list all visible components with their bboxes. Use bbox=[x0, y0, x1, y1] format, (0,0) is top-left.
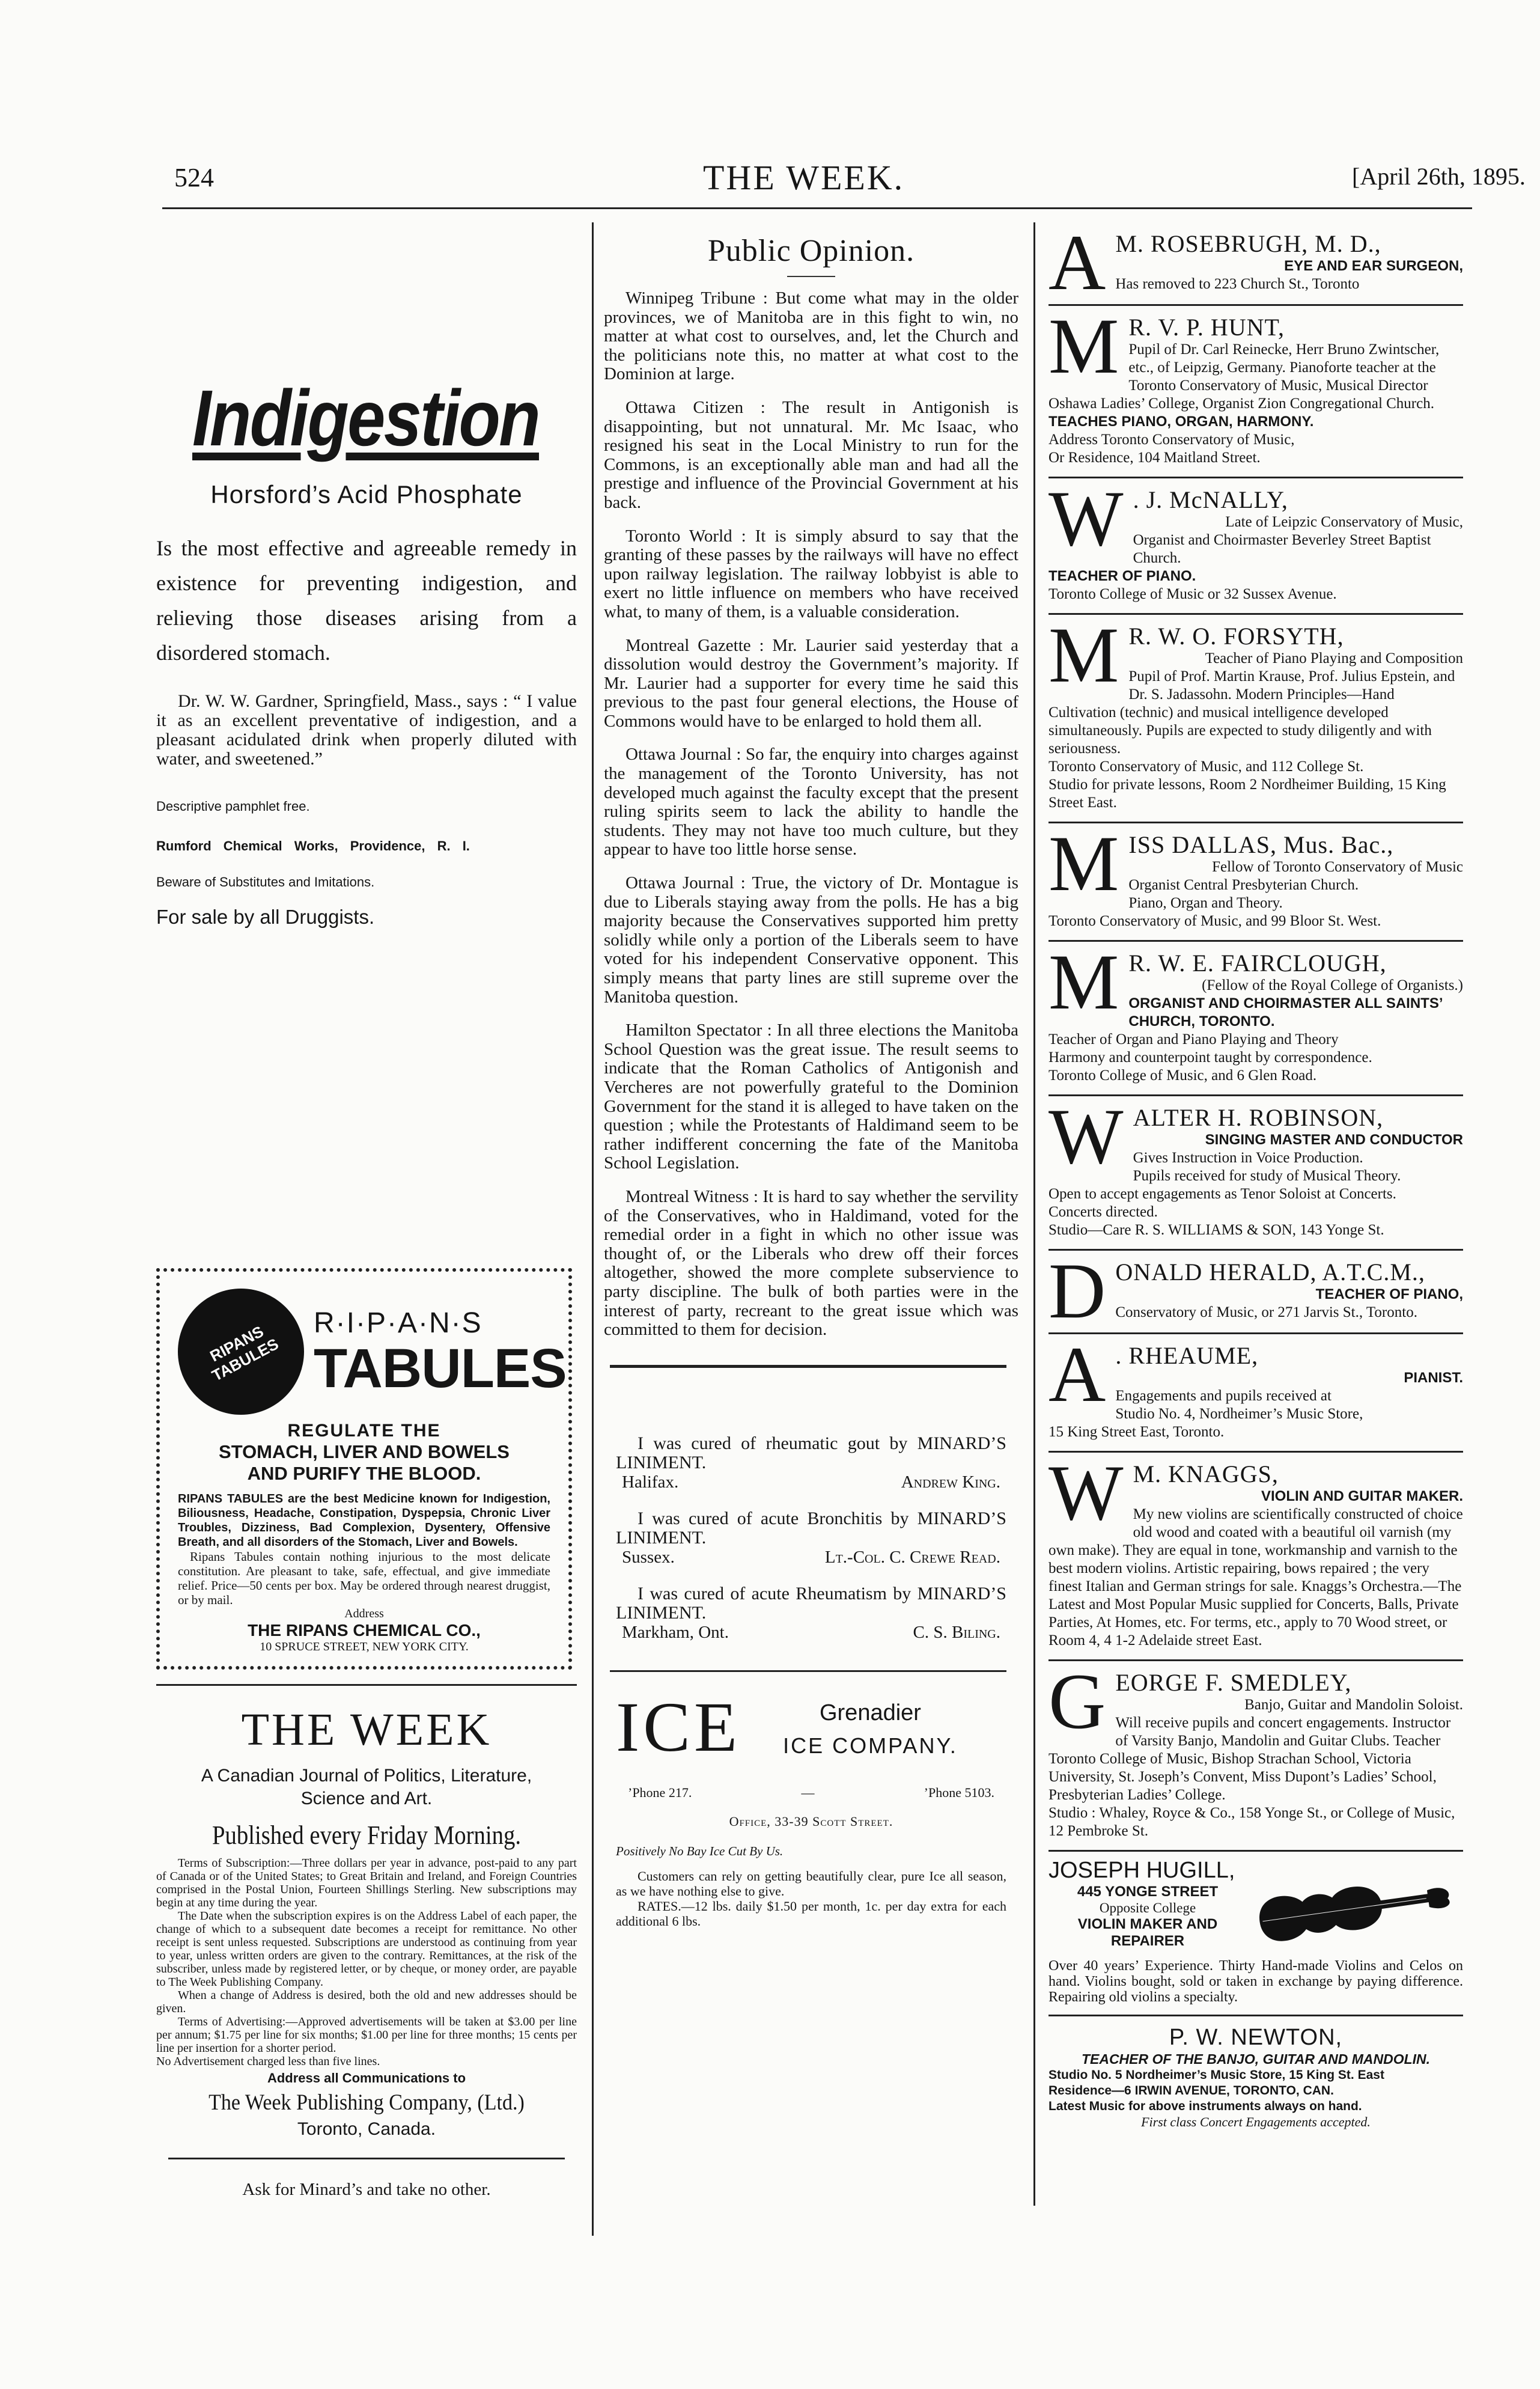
indigestion-ad bbox=[156, 373, 577, 1118]
minards-testimonial bbox=[616, 1509, 1006, 1567]
footer-rule-left bbox=[168, 2158, 565, 2159]
public-opinion-item: Toronto World : It is simply absurd to say that the granting of these passes by the railways will have no effect upon railway legislation. The railway lobbyist is able to exert no little influence on members who have received what, to many of them, is a valuable consideration. bbox=[604, 526, 1018, 621]
card-line: Toronto College of Music or 32 Sussex Avenue. bbox=[1048, 586, 1337, 602]
professional-card bbox=[1048, 1096, 1463, 1251]
header-rule bbox=[162, 207, 1472, 209]
ripans-seal bbox=[178, 1289, 304, 1415]
professional-card bbox=[1048, 306, 1463, 478]
card-line: Address Toronto Conservatory of Music, bbox=[1048, 432, 1295, 448]
ripans-address-label: Address bbox=[344, 1607, 384, 1620]
ice-line-2: ICE COMPANY. bbox=[783, 1733, 958, 1758]
card-line: Teacher of Organ and Piano Playing and Theory bbox=[1048, 1031, 1339, 1048]
card-line: VIOLIN AND GUITAR MAKER. bbox=[1261, 1488, 1463, 1504]
card-name: . J. McNALLY, bbox=[1133, 486, 1288, 513]
newton-ad bbox=[1048, 2016, 1463, 2130]
hugill-body: Over 40 years’ Experience. Thirty Hand-made Violins and Celos on hand. Violins bought, sold or taken in exchange by paying difference. Repairing old violins a specialty. bbox=[1048, 1958, 1463, 2005]
public-opinion-item: Winnipeg Tribune : But come what may in the older provinces, we of Manitoba are in this fight to win, no matter at what cost to ourselves, and, let the Church and the politicians note this, no matter at what cost to the Dominion at large. bbox=[604, 288, 1018, 384]
column-divider-left bbox=[592, 222, 594, 2236]
product-name: Horsford’s Acid Phosphate bbox=[210, 480, 523, 508]
hugill-trade: VIOLIN MAKER AND REPAIRER bbox=[1077, 1916, 1218, 1949]
card-line: Banjo, Guitar and Mandolin Soloist. bbox=[1244, 1697, 1463, 1713]
card-line: Toronto Conservatory of Music, and 112 College St. bbox=[1048, 758, 1364, 775]
ripans-ad bbox=[156, 1268, 572, 1670]
card-line: Has removed to 223 Church St., Toronto bbox=[1115, 276, 1360, 292]
newton-concert: First class Concert Engagements accepted. bbox=[1141, 2114, 1371, 2129]
drop-cap: G bbox=[1048, 1661, 1106, 1745]
page-header bbox=[0, 157, 1540, 200]
card-line: TEACHES PIANO, ORGAN, HARMONY. bbox=[1048, 413, 1314, 430]
minards-testimonials bbox=[604, 1434, 1018, 1643]
card-line: Pupil of Dr. Carl Reinecke, Herr Bruno Zwintscher, etc., of Leipzig, Germany. Pianoforte teacher at the Toronto Conservatory of Music, Musical Director Oshawa Ladies’ College, Organist Zion Congregational Church. bbox=[1048, 341, 1440, 412]
ice-phone-1: ’Phone 217. bbox=[628, 1784, 692, 1800]
week-terms: Terms of Subscription:—Three dollars per year in advance, post-paid to any part of Canada or of the United States; to Great Britain and Ireland, and Foreign Countries comprised in the Postal Union, Fourteen Shillings Sterling. New subscriptions may begin at any time during the year. bbox=[156, 1857, 577, 1909]
card-line: Fellow of Toronto Conservatory of Music bbox=[1212, 859, 1463, 875]
masthead-title: THE WEEK. bbox=[703, 158, 905, 197]
hugill-opposite: Opposite College bbox=[1099, 1900, 1196, 1915]
public-opinion-item: Ottawa Journal : So far, the enquiry into charges against the management of the Toronto University, has not developed much against the faculty except that the present ruling spirits seem to lack the ability to handle the students. They may not have too much culture, but they appear to have too little horse sense. bbox=[604, 745, 1018, 859]
week-city: Toronto, Canada. bbox=[297, 2119, 436, 2139]
card-name: ONALD HERALD, A.T.C.M., bbox=[1115, 1259, 1425, 1286]
week-subtitle: A Canadian Journal of Politics, Literature, Science and Art. bbox=[201, 1766, 532, 1808]
professional-card bbox=[1048, 478, 1463, 615]
newton-latest: Latest Music for above instruments always on hand. bbox=[1048, 2099, 1362, 2113]
card-line: TEACHER OF PIANO. bbox=[1048, 568, 1196, 584]
card-line: EYE AND EAR SURGEON, bbox=[1284, 258, 1463, 274]
week-change-note: When a change of Address is desired, both the old and new addresses should be given. bbox=[156, 1989, 577, 2015]
column-right bbox=[1048, 222, 1463, 2130]
week-publisher: The Week Publishing Company, (Ltd.) bbox=[208, 2090, 525, 2115]
card-name: M. KNAGGS, bbox=[1133, 1460, 1279, 1487]
ripans-product: TABULES bbox=[314, 1337, 567, 1399]
professional-card bbox=[1048, 1251, 1463, 1334]
public-opinion-item: Ottawa Citizen : The result in Antigonish is disappointing, but not unnatural. Mr. Mc Isaac, who resigned his seat in the Local Ministry to run for the Commons, is an exceptionally able man and had all the prestige and influence of the Provincial Government at his back. bbox=[604, 397, 1018, 512]
testimonial: Dr. W. W. Gardner, Springfield, Mass., says : “ I value it as an excellent preventative of indigestion, and a pleasant acidulated drink when properly diluted with water, and sweetened.” bbox=[156, 691, 577, 769]
professional-cards bbox=[1048, 222, 1463, 1852]
card-line: Studio : Whaley, Royce & Co., 158 Yonge St., or College of Music, 12 Pembroke St. bbox=[1048, 1805, 1455, 1839]
column-divider-right bbox=[1033, 222, 1035, 2206]
minards-footer: Ask for Minard’s and take no other. bbox=[242, 2180, 491, 2199]
card-line: Open to accept engagements as Tenor Soloist at Concerts. bbox=[1048, 1186, 1396, 1202]
drop-cap: A bbox=[1048, 1334, 1106, 1418]
professional-card bbox=[1048, 1334, 1463, 1453]
ice-office: Office, 33-39 Scott Street. bbox=[729, 1813, 893, 1829]
indigestion-headline: Indigestion bbox=[192, 374, 540, 462]
card-line: Concerts directed. bbox=[1048, 1204, 1158, 1220]
testimonial-text: I was cured of rheumatic gout by MINARD’S LINIMENT. bbox=[616, 1433, 1006, 1472]
week-address-all: Address all Communications to bbox=[267, 2070, 466, 2085]
card-line: Will receive pupils and concert engagements. Instructor of Varsity Banjo, Mandolin and Guitar Clubs. Teacher Toronto College of Music, Bishop Strachan School, Victoria University, St. Joseph’s Convent, Miss Dupont’s Ladies’ School, Presbyterian Ladies’ College. bbox=[1048, 1715, 1451, 1803]
card-line: 15 King Street East, Toronto. bbox=[1048, 1424, 1225, 1440]
ice-tagline: Positively No Bay Ice Cut By Us. bbox=[616, 1843, 784, 1858]
ripans-street: 10 SPRUCE STREET, NEW YORK CITY. bbox=[260, 1640, 469, 1653]
issue-date: [April 26th, 1895. bbox=[1352, 163, 1526, 190]
drop-cap: M bbox=[1048, 306, 1119, 390]
card-line: Or Residence, 104 Maitland Street. bbox=[1048, 450, 1261, 466]
card-line: Toronto Conservatory of Music, and 99 Bloor St. West. bbox=[1048, 913, 1381, 929]
column-middle bbox=[604, 222, 1018, 1929]
week-title: THE WEEK bbox=[241, 1704, 492, 1755]
public-opinion-item: Ottawa Journal : True, the victory of Dr. Montague is due to Liberals staying away from the polls. He has a big majority because the Conservatives supported him pretty solidly while only a portion of the Liberals seem to have voted for his independent Conservative opponent. This simply means that party lines are still supreme over the Manitoba question. bbox=[604, 873, 1018, 1007]
hugill-ad bbox=[1048, 1852, 1463, 2016]
public-opinion-item: Montreal Witness : It is hard to say whether the servility of the Conservatives, who in Haldimand, voted for the remedial order in a fight in which no other issue was thought of, or the Liberals who drew off their forces altogether, showed the more complete subservience to party discipline. The bulk of both parties were in the interest of party, recreant to the great issue which was committed to them for decision. bbox=[604, 1186, 1018, 1340]
drop-cap: M bbox=[1048, 823, 1119, 908]
testimonial-text: I was cured of acute Bronchitis by MINARD’S LINIMENT. bbox=[616, 1508, 1006, 1548]
card-line: My new violins are scientifically constructed of choice old wood and coated with a beautiful oil varnish (my own make). They are equal in tone, workmanship and varnish to the best modern violins. Artistic repairing, bows repaired ; the very finest Italian and German strings for sale. Knaggs’s Orchestra.—The Latest and Most Popular Music supplied for Concerts, Balls, Private Parties, At Homes, etc. For terms, etc., apply to 70 Wood street, or Room 4, 4 1-2 Adelaide street East. bbox=[1048, 1506, 1463, 1649]
card-line: Piano, Organ and Theory. bbox=[1128, 895, 1283, 911]
professional-card bbox=[1048, 615, 1463, 823]
card-line: Gives Instruction in Voice Production. bbox=[1133, 1150, 1363, 1166]
card-line: ORGANIST AND CHOIRMASTER ALL SAINTS’ CHURCH, TORONTO. bbox=[1128, 995, 1443, 1030]
card-line: PIANIST. bbox=[1404, 1370, 1463, 1386]
ice-phone-2: ’Phone 5103. bbox=[924, 1784, 994, 1800]
drop-cap: W bbox=[1048, 478, 1124, 563]
ripans-slogan-1: REGULATE THE bbox=[287, 1421, 441, 1441]
public-opinion-item: Hamilton Spectator : In all three elections the Manitoba School Question was the great issue. The result seems to indicate that the Roman Catholics of Antigonish and Vercheres are not powerfully grateful to the Dominion Government for the stand it is alleged to have taken on the question ; while the Protestants of Haldimand seem to be rather indifferent concerning the fate of the Manitoba School Legislation. bbox=[604, 1021, 1018, 1173]
public-opinion-end-rule bbox=[610, 1365, 1006, 1368]
minards-testimonial bbox=[616, 1434, 1006, 1492]
drop-cap: W bbox=[1048, 1096, 1124, 1180]
newton-studio: Studio No. 5 Nordheimer’s Music Store, 15 King St. East bbox=[1048, 2068, 1384, 2082]
ice-body: Customers can rely on getting beautifully clear, pure Ice all season, as we have nothing else to give. bbox=[616, 1868, 1006, 1899]
professional-card bbox=[1048, 942, 1463, 1096]
drop-cap: M bbox=[1048, 615, 1119, 699]
testimonial-place: Sussex. bbox=[622, 1547, 675, 1567]
ice-ad-top-rule bbox=[610, 1670, 1006, 1672]
week-no-ad: No Advertisement charged less than five lines. bbox=[156, 2055, 380, 2068]
testimonial-name: Andrew King. bbox=[901, 1472, 1000, 1492]
public-opinion-item: Montreal Gazette : Mr. Laurier said yesterday that a dissolution would destroy the Government’s majority. If Mr. Laurier had a supporter for every time he said this previous to the past four general elections, the House of Commons would have to be enlarged to hold them all. bbox=[604, 635, 1018, 731]
testimonial-text: I was cured of acute Rheumatism by MINARD’S LINIMENT. bbox=[616, 1583, 1006, 1623]
violin-icon bbox=[1247, 1864, 1457, 1954]
sale-note: For sale by all Druggists. bbox=[156, 906, 375, 928]
card-name: EORGE F. SMEDLEY, bbox=[1115, 1669, 1352, 1696]
ice-big: ICE bbox=[616, 1687, 741, 1766]
hugill-name: JOSEPH HUGILL, bbox=[1048, 1858, 1235, 1883]
card-name: R. W. E. FAIRCLOUGH, bbox=[1128, 950, 1387, 977]
drop-cap: M bbox=[1048, 942, 1119, 1026]
hugill-street: 445 YONGE STREET bbox=[1077, 1884, 1219, 1900]
card-line: Organist and Choirmaster Beverley Street Baptist Church. bbox=[1133, 532, 1431, 566]
professional-card bbox=[1048, 1661, 1463, 1852]
professional-card bbox=[1048, 823, 1463, 942]
card-line: Organist Central Presbyterian Church. bbox=[1128, 877, 1359, 893]
the-week-ad bbox=[156, 1684, 577, 2140]
column-left bbox=[156, 222, 577, 2200]
testimonial-name: C. S. Biling. bbox=[913, 1622, 1000, 1642]
ice-rates: RATES.—12 lbs. daily $1.50 per month, 1c. per day extra for each additional 6 lbs. bbox=[616, 1898, 1006, 1929]
ice-phone-dash: — bbox=[801, 1784, 815, 1800]
beware-note: Beware of Substitutes and Imitations. bbox=[156, 874, 375, 889]
ripans-brand: R·I·P·A·N·S bbox=[314, 1307, 482, 1339]
professional-card bbox=[1048, 1453, 1463, 1661]
week-date-note: The Date when the subscription expires is on the Address Label of each paper, the change of which to a subsequent date becomes a receipt for remittance. No other receipt is sent unless requested. Subscriptions are understood as continuing from year to year, unless written orders are given to the contrary. Remittances, at the risk of the subscriber, unless made by registered letter, or by cheque, or money order, are payable to The Week Publishing Company. bbox=[156, 1909, 577, 1989]
week-advertising: Terms of Advertising:—Approved advertisements will be taken at $3.00 per line per annum; $1.75 per line for six months; $1.00 per line for three months; 15 cents per line per insertion for a shorter period. bbox=[156, 2015, 577, 2055]
card-line: TEACHER OF PIANO, bbox=[1315, 1286, 1463, 1302]
ripans-slogan-2: STOMACH, LIVER AND BOWELS bbox=[219, 1441, 510, 1462]
ripans-company: THE RIPANS CHEMICAL CO., bbox=[248, 1621, 481, 1640]
page-number: 524 bbox=[174, 163, 214, 192]
professional-card bbox=[1048, 222, 1463, 306]
testimonial-place: Halifax. bbox=[622, 1472, 679, 1492]
drop-cap: D bbox=[1048, 1251, 1106, 1334]
drop-cap: W bbox=[1048, 1453, 1124, 1537]
card-line: Teacher of Piano Playing and Composition bbox=[1205, 650, 1463, 667]
pamphlet-note: Descriptive pamphlet free. bbox=[156, 799, 310, 814]
card-line: Studio No. 4, Nordheimer’s Music Store, bbox=[1115, 1406, 1363, 1422]
card-line: SINGING MASTER AND CONDUCTOR bbox=[1205, 1132, 1463, 1148]
card-line: Pupil of Prof. Martin Krause, Prof. Julius Epstein, and Dr. S. Jadassohn. Modern Principles—Hand Cultivation (technic) and musical intelligence developed simultaneously. Pupils are expected to study diligently and with seriousness. bbox=[1048, 668, 1455, 757]
card-name: M. ROSEBRUGH, M. D., bbox=[1115, 230, 1381, 257]
ripans-seal-text: RIPANS TABULES bbox=[207, 1322, 282, 1385]
card-name: . RHEAUME, bbox=[1115, 1342, 1259, 1369]
card-name: ISS DALLAS, Mus. Bac., bbox=[1128, 831, 1394, 858]
minards-testimonial bbox=[616, 1584, 1006, 1643]
card-line: Late of Leipzic Conservatory of Music, bbox=[1225, 514, 1463, 530]
card-line: Studio for private lessons, Room 2 Nordheimer Building, 15 King Street East. bbox=[1048, 777, 1446, 811]
card-name: ALTER H. ROBINSON, bbox=[1133, 1104, 1384, 1131]
card-line: Conservatory of Music, or 271 Jarvis St., Toronto. bbox=[1115, 1304, 1417, 1320]
indigestion-body: Is the most effective and agreeable remedy in existence for preventing indigestion, and relieving those diseases arising from a disordered stomach. bbox=[156, 536, 577, 665]
ice-ad bbox=[604, 1672, 1018, 1929]
card-line: Pupils received for study of Musical Theory. bbox=[1133, 1168, 1401, 1184]
card-line: Engagements and pupils received at bbox=[1115, 1388, 1332, 1404]
title-dash bbox=[787, 276, 835, 277]
newton-name: P. W. NEWTON, bbox=[1169, 2025, 1343, 2050]
testimonial-place: Markham, Ont. bbox=[622, 1622, 729, 1642]
drop-cap: A bbox=[1048, 222, 1106, 306]
card-line: Toronto College of Music, and 6 Glen Road. bbox=[1048, 1067, 1317, 1084]
ripans-body-2: Ripans Tabules contain nothing injurious to the most delicate constitution. Are pleasant to take, safe, effectual, and give immediate relief. Price—50 cents per box. May be ordered through nearest druggist, or by mail. bbox=[178, 1549, 550, 1607]
card-line: Studio—Care R. S. WILLIAMS & SON, 143 Yonge St. bbox=[1048, 1222, 1384, 1238]
card-name: R. V. P. HUNT, bbox=[1128, 314, 1285, 341]
card-line: Harmony and counterpoint taught by correspondence. bbox=[1048, 1049, 1372, 1066]
newton-residence: Residence—6 IRWIN AVENUE, TORONTO, CAN. bbox=[1048, 2084, 1334, 2098]
card-name: R. W. O. FORSYTH, bbox=[1128, 623, 1344, 650]
public-opinion-items bbox=[604, 289, 1018, 1340]
maker-line: Rumford Chemical Works, Providence, R. I. bbox=[156, 838, 470, 853]
public-opinion-title: Public Opinion. bbox=[707, 234, 915, 268]
ripans-slogan-3: AND PURIFY THE BLOOD. bbox=[247, 1463, 481, 1484]
testimonial-name: Lt.-Col. C. Crewe Read. bbox=[824, 1547, 1000, 1567]
newton-role: TEACHER OF THE BANJO, GUITAR AND MANDOLIN. bbox=[1081, 2051, 1431, 2067]
week-published: Published every Friday Morning. bbox=[212, 1820, 522, 1850]
ripans-body-1: RIPANS TABULES are the best Medicine known for Indigestion, Biliousness, Headache, Constipation, Dyspepsia, Chronic Liver Troubles, Dizziness, Bad Complexion, Dysentery, Offensive Breath, and all disorders of the Stomach, Liver and Bowels. bbox=[178, 1492, 550, 1549]
card-line: (Fellow of the Royal College of Organists.) bbox=[1202, 977, 1463, 993]
ice-line-1: Grenadier bbox=[819, 1700, 921, 1725]
